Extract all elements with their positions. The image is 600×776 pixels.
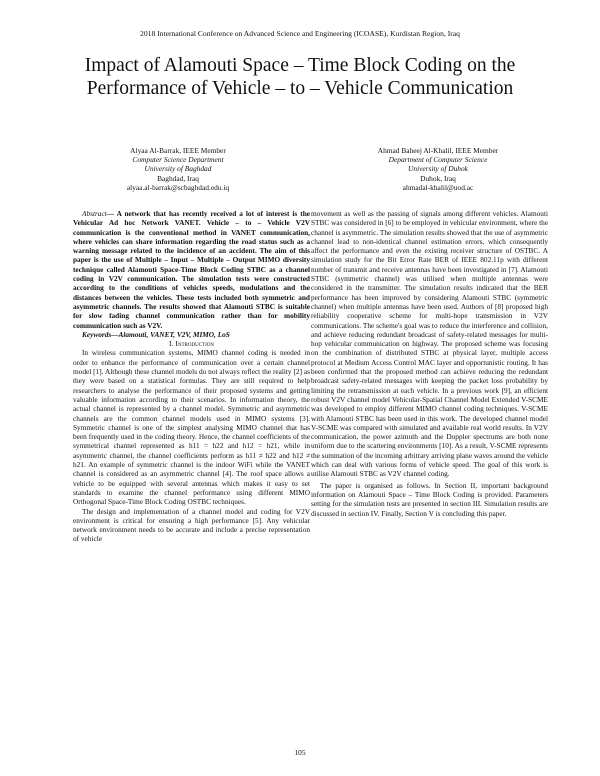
body-paragraph: In wireless communication systems, MIMO channel coding is needed in order to enhance the performance of communication over a certain channel model [1]. Although these channel models do not always reflect the reality [2] as they were based on a statistical formulas. They are still required to help researchers to analyse the performance of their proposed systems and getting valuable information according to their scenarios. In information theory, the actual channel is represented by a channel model. Symmetric and asymmetric channels are the common channel models used in MIMO systems [3]. Symmetric channel is one of the simplest analysing MIMO channel that has been frequently used in the coding theory. Hence, the channel coefficients of the symmetrical channel represented as h11 = h22 and h12 = h21, while in asymmetric channel, the channel coefficients perform as h11 ≠ h22 and h12 ≠ h21. An example of symmetric channel is the indoor WiFi while the VANET channel is considered as an asymmetric channel [4]. The roof space allows a vehicle to be equipped with several antennas which makes it easy to set standards to examine the channel performance using different MIMO Orthogonal Space-Time Block Coding OSTBC techniques. bbox=[73, 348, 310, 507]
author-email: alyaa.al-barrak@scbaghdad.edu.iq bbox=[126, 182, 230, 192]
abstract-text: — A network that has recently received a lot of interest is the Vehicular Ad hoc Network VANET. Vehicle – to – Vehicle V2V communication is the conventional method in VANET communication, where vehicles can share information regarding the road status such as a warning message related to the incidence of an accident. The aim of this paper is the use of Multiple – Input – Multiple – Output MIMO diversity technique called Alamouti Space-Time Block Coding STBC as a channel coding in V2V communication. The simulation tests were constructed according to the conditions of vehicles speeds, modulations and the distances between the vehicles. These tests included both symmetric and asymmetric channels. The results showed that Alamouti STBC is suitable for slow fading channel communication rather than for mobility communication such as V2V. bbox=[73, 209, 310, 330]
right-column bbox=[311, 209, 548, 518]
abstract bbox=[73, 209, 310, 330]
body-paragraph: The design and implementation of a channel model and coding for V2V environment is critical for ensuring a high performance [5]. Any vehicular network environment needs to be accurate and include a precise representation of vehicle bbox=[73, 506, 310, 544]
author-university: University of Baghdad bbox=[144, 164, 212, 174]
conference-header: 2018 International Conference on Advanced Science and Engineering (ICOASE), Kurdistan Region, Iraq bbox=[140, 29, 460, 38]
author-location: Duhok, Iraq bbox=[420, 173, 456, 183]
author-name: Ahmad Baheej Al-Khalil, IEEE Member bbox=[377, 146, 499, 155]
author-block-2 bbox=[308, 146, 568, 192]
author-block-1 bbox=[48, 146, 308, 192]
author-department: Computer Science Department bbox=[132, 155, 224, 165]
page-number: 105 bbox=[294, 748, 306, 757]
left-column bbox=[73, 209, 310, 544]
paper-title: Impact of Alamouti Space – Time Block Coding on the Performance of Vehicle – to – Vehicle Communication bbox=[84, 55, 516, 99]
author-name: Alyaa Al-Barrak, IEEE Member bbox=[130, 146, 226, 155]
body-paragraph: movement as well as the passing of signals among different vehicles. Alamouti STBC was considered in [6] to be employed in vehicular environment, where the channel is asymmetric. The simulation results showed that the use of asymmetric channel lead to non-identical channel estimation errors, which consequently affect the performance and even the existing receiver structure of OSTBC. A simulation study for the Bit Error Rate BER of IEEE 802.11p with different number of transmit and receive antennas have been investigated in [7]. Alamouti STBC (symmetric channel) was utilised when multiple antennas were considered in the transmitter. The simulation results indicated that the BER performance has been improved by considering Alamouti STBC (symmetric channel) when multiple antennas have been used. Authors of [8] proposed high reliability cooperative scheme for multi-hope transmission in V2V communications. The scheme's goal was to reduce the interference and collision, and achieve reducing redundant broadcast of safety-related messages for multi-hop vehicular communication on highway. The proposed scheme was focusing on the combination of distributed STBC at physical layer, multiple access protocol at Medium Access Control MAC layer and opportunistic routing. It has been confirmed that the proposed method can achieve reducing the redundant broadcast safety-related messages with keeping the packet loss probability by limiting the retransmission at each vehicle. In a previous work [9], an efficient robust V2V channel model Vehicular-Spatial Channel Model Extended V-SCME was developed to employ different MIMO channel coding techniques. V-SCME with Alamouti STBC has been used in this work. The developed channel model V-SCME was compared with simulated and available real world results. In V2V communication, the power azimuth and the Doppler spectrums are both none uniform due to the scattering environments [10]. As a result, V-SCME represents the summation of the incoming arbitrary arriving plane waves around the vehicle which can deal with various forms of vehicle speed. The goal of this work is utilise Alamouti STBC as V2V channel coding. bbox=[311, 209, 548, 479]
author-location: Baghdad, Iraq bbox=[157, 173, 199, 183]
author-email: ahmadal-khalil@uod.ac bbox=[402, 182, 474, 192]
section-heading-introduction: I. Introduction bbox=[169, 339, 214, 349]
author-university: University of Duhok bbox=[408, 164, 468, 174]
abstract-lead: Abstract bbox=[82, 209, 107, 218]
author-department: Department of Computer Science bbox=[388, 155, 488, 165]
body-paragraph: The paper is organised as follows. In Section II, important background information on Alamouti Space – Time Block Coding is provided. Parameters setting for the simulation tests are presented in section III. Simulation results are discussed in section IV. Finally, Section V is concluding this paper. bbox=[311, 480, 548, 518]
keywords: Keywords—Alamouti, VANET, V2V, MIMO, LoS bbox=[82, 329, 230, 339]
